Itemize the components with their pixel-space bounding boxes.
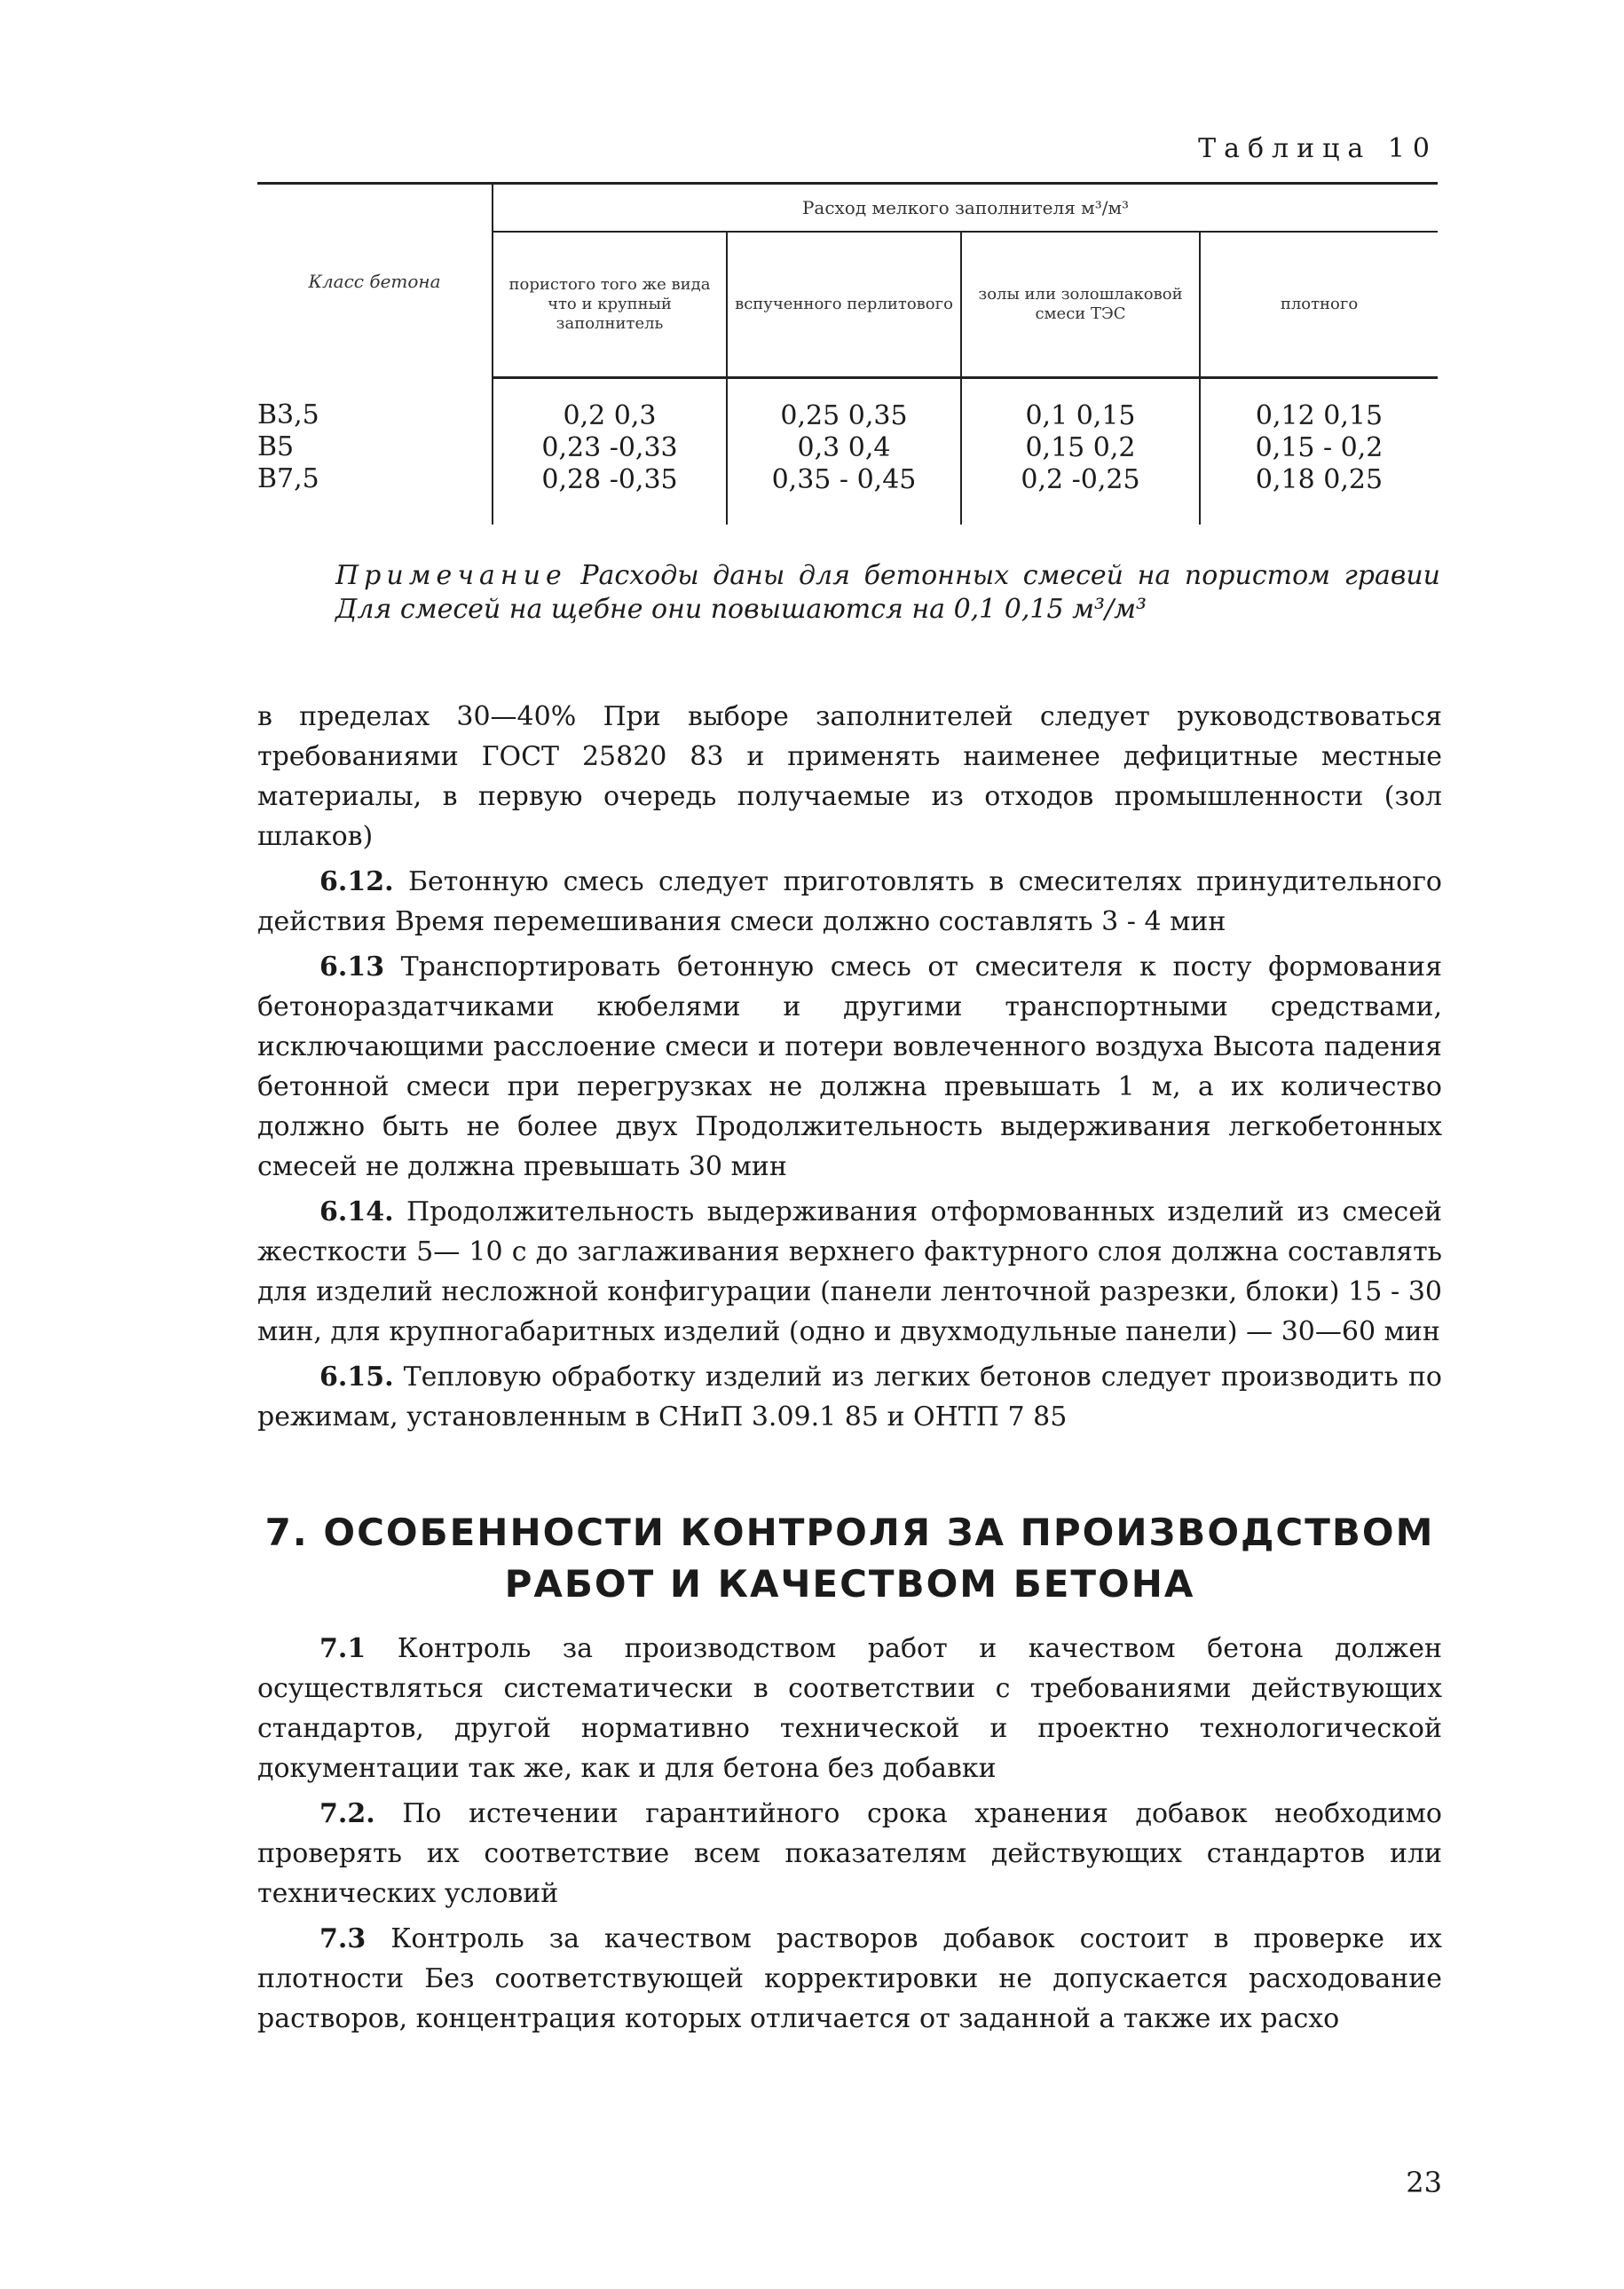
table-cell: 0,23 -0,33 [541,432,678,463]
table-cell: В5 [257,430,295,462]
note-text: Расходы даны для бетонных смесей на пористом гравии Для смесей на щебне они повышаются на 0,1 0,15 м³/м³ [335,560,1440,625]
paragraph [257,947,1442,1187]
section-heading [257,1507,1442,1610]
table-cell: В3,5 [257,399,319,430]
paragraph-text: Контроль за производством работ и качеством бетона должен осуществляться систематически в соответствии с требованиями действующих стандартов, другой нормативно технической и проектно технологической документации так же, как и для бетона без добавки [257,1633,1442,1784]
paragraph-text: Транспортировать бетонную смесь от смесителя к посту формования бетонораздатчиками кюбелями и другими транспортными средствами, исключающими расслоение смеси и потери вовлеченного воздуха Высота падения бетонной смеси при перегрузках не должна превышать 1 м, а их количество должно быть не более двух Продолжительность выдерживания легкобетонных смесей не должна превышать 30 мин [257,951,1442,1182]
column-header-perlite: вспученного перлитового [727,232,961,378]
class-cell [257,378,493,525]
group-header: Расход мелкого заполнителя м³/м³ [493,184,1438,233]
dense-values-cell [1200,378,1438,525]
class-column-header: Класс бетона [257,184,493,378]
table-cell: 0,2 0,3 [563,400,657,431]
table-cell: 0,15 0,2 [1025,432,1136,463]
paragraph-number: 7.2. [319,1798,375,1829]
paragraph-text: По истечении гарантийного срока хранения добавок необходимо проверять их соответствие всем показателям действующих стандартов или технических условий [257,1798,1442,1909]
table-cell: 0,2 -0,25 [1021,464,1140,495]
section-heading-line: 7. ОСОБЕННОСТИ КОНТРОЛЯ ЗА ПРОИЗВОДСТВОМ [264,1511,1435,1554]
section-heading-line: РАБОТ И КАЧЕСТВОМ БЕТОНА [504,1562,1195,1606]
table-cell: В7,5 [257,462,319,494]
paragraph-text: в пределах 30—40% При выборе заполнителей следует руководствоваться требованиями ГОСТ 25820 83 и применять наименее дефицитные местные материалы, в первую очередь получаемые из отходов промышленности (зол шлаков) [257,701,1442,852]
paragraph [257,1919,1442,2039]
aggregate-consumption-table [257,182,1438,525]
body-text [257,697,1442,1442]
paragraph [257,1629,1442,1788]
porous-values-cell [493,378,727,525]
table-body-row [257,378,1438,525]
paragraph-text: Бетонную смесь следует приготовлять в смесителях принудительного действия Время перемешивания смеси должно составлять 3 - 4 мин [257,866,1442,937]
table-note [335,559,1440,627]
table-cell: 0,35 - 0,45 [771,464,917,495]
paragraph-text: Продолжительность выдерживания отформованных изделий из смесей жесткости 5— 10 с до заглаживания верхнего фактурного слоя должна составлять для изделий несложной конфигурации (панели ленточной разрезки, блоки) 15 - 30 мин, для крупногабаритных изделий (одно и двухмодульные панели) — 30—60 мин [257,1196,1442,1347]
perlite-values-cell [727,378,961,525]
section-text [257,1629,1442,2044]
paragraph [257,697,1442,856]
page-number: 23 [1406,2166,1442,2199]
table-cell: 0,28 -0,35 [541,464,678,495]
column-header-dense: плотного [1200,232,1438,378]
table-cell: 0,3 0,4 [797,432,891,463]
paragraph-text: Контроль за качеством растворов добавок состоит в проверке их плотности Без соответствующей корректировки не допускается расходование растворов, концентрация которых отличается от заданной а также их расхо [257,1923,1442,2034]
paragraph-number: 6.14. [319,1196,394,1227]
paragraph-number: 6.13 [319,951,385,983]
paragraph [257,1192,1442,1352]
paragraph-number: 7.1 [319,1633,367,1664]
paragraph [257,1794,1442,1914]
paragraph-text: Тепловую обработку изделий из легких бетонов следует производить по режимам, установленным в СНиП 3.09.1 85 и ОНТП 7 85 [257,1362,1442,1433]
table-cell: 0,1 0,15 [1025,400,1136,431]
paragraph-number: 7.3 [319,1923,367,1954]
table-cell: 0,18 0,25 [1255,464,1384,495]
table-cell: 0,25 0,35 [780,400,908,431]
paragraph-number: 6.15. [319,1362,394,1393]
note-label: Примечание [335,560,567,591]
column-header-porous: пористого того же вида что и крупный заполнитель [493,232,727,378]
ash-values-cell [961,378,1200,525]
table-caption: Таблица 10 [1198,133,1438,164]
table-cell: 0,12 0,15 [1255,400,1384,431]
paragraph [257,862,1442,942]
paragraph-number: 6.12. [319,866,394,897]
table-cell: 0,15 - 0,2 [1255,432,1384,463]
column-header-ash: золы или золошлаковой смеси ТЭС [961,232,1200,378]
paragraph [257,1357,1442,1437]
